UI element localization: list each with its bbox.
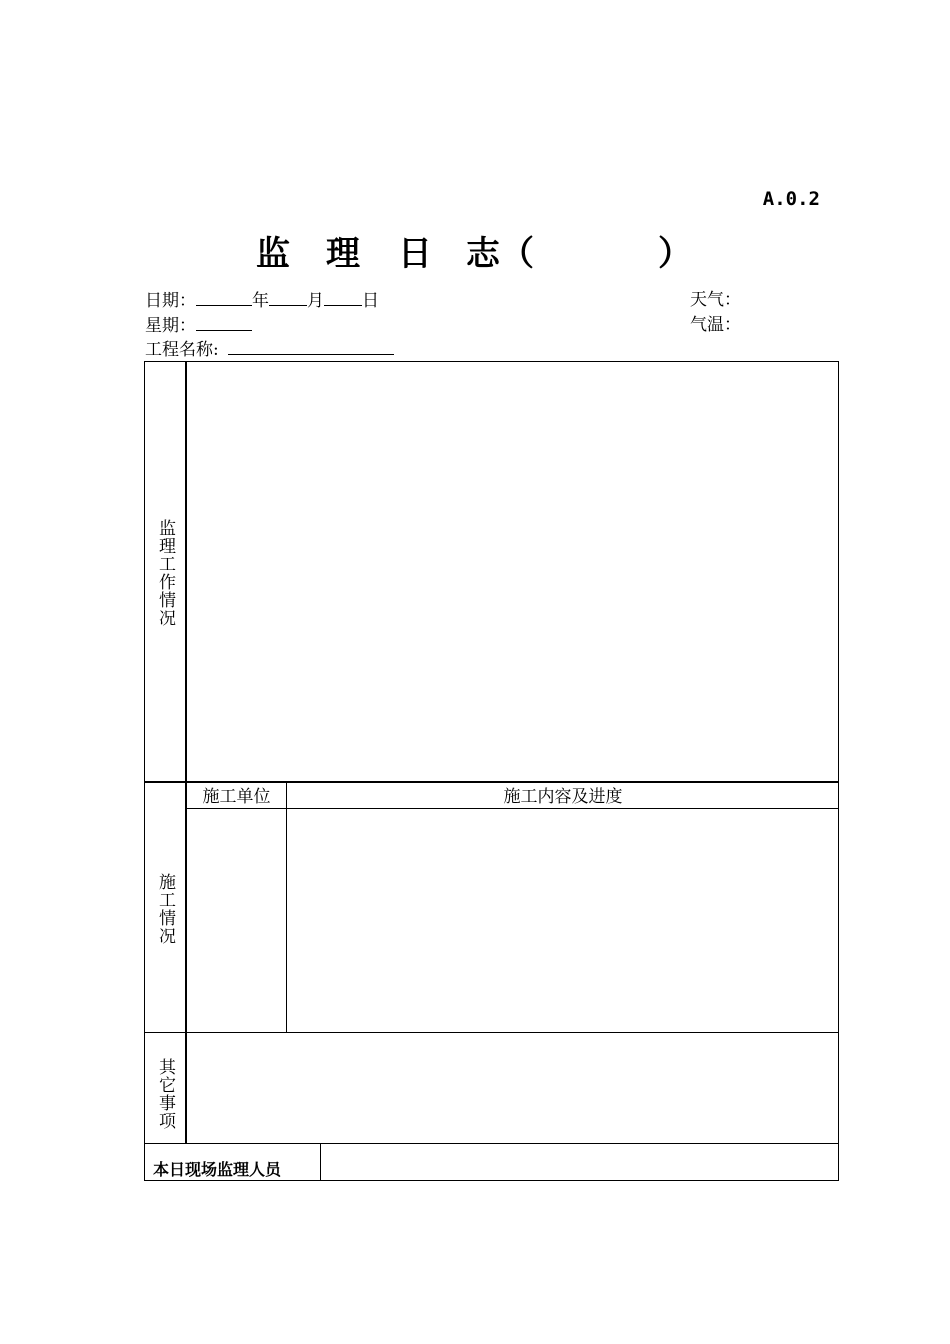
project-label: 工程名称:: [145, 340, 219, 360]
weekday-row: [145, 314, 252, 337]
construction-unit-header: 施工单位: [202, 787, 271, 807]
project-row: [145, 338, 394, 361]
title-char: 日: [398, 234, 432, 274]
month-field[interactable]: [269, 289, 307, 306]
title-char: 理: [326, 234, 360, 274]
section-divider: [144, 781, 839, 783]
date-label: 日期：: [145, 291, 196, 311]
day-field[interactable]: [324, 289, 362, 306]
weather-row: [690, 289, 741, 311]
supervision-section-label: 监理工作情况: [155, 519, 175, 627]
supervision-content-cell[interactable]: [188, 363, 837, 780]
month-label: 月: [307, 291, 324, 311]
weekday-label: 星期：: [145, 316, 196, 336]
staff-content-cell[interactable]: [321, 1144, 837, 1180]
title-char: 志（: [466, 234, 534, 274]
construction-unit-cell[interactable]: [187, 809, 286, 1032]
form-code: A.0.2: [762, 188, 820, 210]
construction-content-cell[interactable]: [287, 809, 837, 1032]
title-char: 监: [256, 234, 290, 274]
title-char: ）: [658, 234, 692, 274]
construction-section-label: 施工情况: [155, 873, 175, 945]
year-field[interactable]: [196, 289, 252, 306]
staff-label: 本日现场监理人员: [153, 1160, 282, 1179]
temperature-label: 气温：: [690, 315, 741, 335]
weekday-field[interactable]: [196, 314, 252, 331]
temperature-row: [690, 314, 741, 336]
construction-content-header: 施工内容及进度: [503, 787, 623, 807]
other-section-label: 其它事项: [155, 1058, 175, 1130]
day-label: 日: [362, 291, 379, 311]
year-label: 年: [252, 291, 269, 311]
date-row: [145, 289, 379, 312]
project-name-field[interactable]: [228, 338, 394, 355]
page-title: [240, 226, 710, 276]
weather-label: 天气：: [690, 290, 741, 310]
other-content-cell[interactable]: [187, 1033, 837, 1143]
